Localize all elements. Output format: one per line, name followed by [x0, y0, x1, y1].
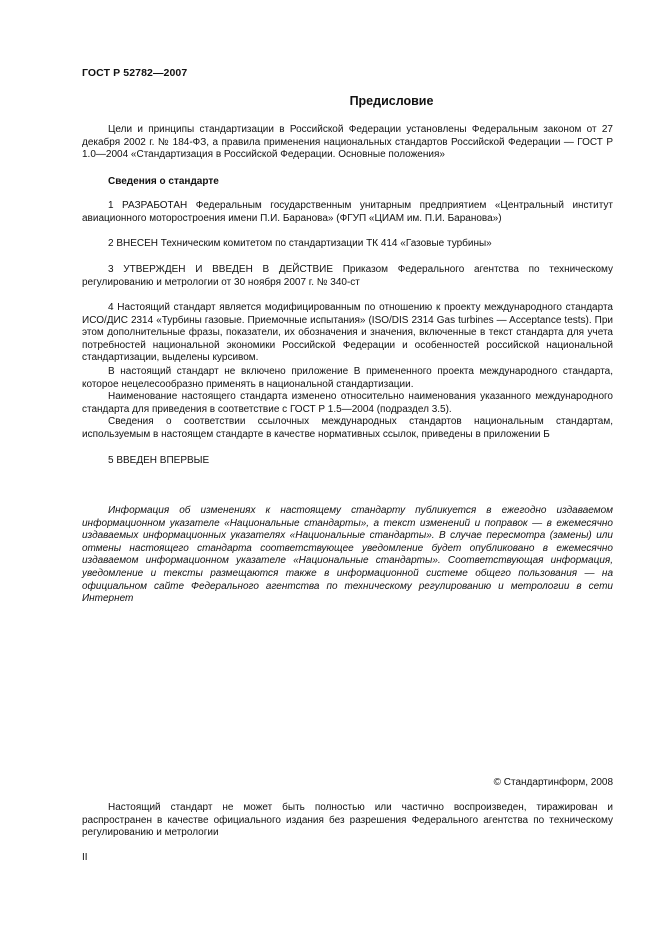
item-developed: 1 РАЗРАБОТАН Федеральным государственным унитарным предприятием «Центральный институт авиационного моторостроения имени П.И. Баранова» (ФГУП «ЦИАМ им. П.И. Баранова»)	[82, 200, 613, 224]
item-first-introduced: 5 ВВЕДЕН ВПЕРВЫЕ	[108, 455, 210, 466]
item-name-note: Наименование настоящего стандарта изменено относительно наименования указанного международного стандарта для приведения в соответствие с ГОСТ Р 1.5—2004 (подраздел 3.5).	[82, 391, 613, 415]
item-annex-note: В настоящий стандарт не включено приложение В примененного проекта международного стандарта, которое нецелесообразно применять в национальной стандартизации.	[82, 366, 613, 390]
section-title: Сведения о стандарте	[108, 176, 219, 187]
page-number: II	[82, 852, 88, 863]
document-id: ГОСТ Р 52782—2007	[82, 67, 188, 79]
page-title: Предисловие	[349, 94, 434, 108]
intro-paragraph: Цели и принципы стандартизации в Российской Федерации установлены Федеральным законом от 27 декабря 2002 г. № 184-ФЗ, а правила применения национальных стандартов Российской Федерации — ГОСТ Р 1.0—2004 «Стандартизация в Российской Федерации. Основные положения»	[82, 124, 613, 161]
item-modified: 4 Настоящий стандарт является модифицированным по отношению к проекту международного стандарта ИСО/ДИС 2314 «Турбины газовые. Приемочные испытания» (ISO/DIS 2314 Gas turbines — Acceptance tests). При этом дополнительные фразы, показатели, их обозначения и значения, включенные в текст стандарта для учета потребностей национальной экономики Российской Федерации и особенностей российской национальной стандартизации, выделены курсивом.	[82, 302, 613, 364]
item-references-note: Сведения о соответствии ссылочных международных стандартов национальным стандартам, используемым в настоящем стандарте в качестве нормативных ссылок, приведены в приложении Б	[82, 416, 613, 440]
copyright: © Стандартинформ, 2008	[493, 777, 613, 788]
reproduction-notice: Настоящий стандарт не может быть полностью или частично воспроизведен, тиражирован и распространен в качестве официального издания без разрешения Федерального агентства по техническому регулированию и метрологии	[82, 802, 613, 839]
item-approved: 3 УТВЕРЖДЕН И ВВЕДЕН В ДЕЙСТВИЕ Приказом Федерального агентства по техническому регулированию и метрологии от 30 ноября 2007 г. № 340-ст	[82, 264, 613, 288]
item-submitted: 2 ВНЕСЕН Техническим комитетом по стандартизации ТК 414 «Газовые турбины»	[108, 238, 492, 249]
notice-paragraph: Информация об изменениях к настоящему стандарту публикуется в ежегодно издаваемом информационном указателе «Национальные стандарты», а текст изменений и поправок — в ежемесячно издаваемых информационных указателях «Национальные стандарты». В случае пересмотра (замены) или отмены настоящего стандарта соответствующее уведомление будет опубликовано в ежемесячно издаваемом информационном указателе «Национальные стандарты». Соответствующая информация, уведомление и тексты размещаются также в информационной системе общего пользования — на официальном сайте Федерального агентства по техническому регулированию и метрологии в сети Интернет	[82, 505, 613, 605]
